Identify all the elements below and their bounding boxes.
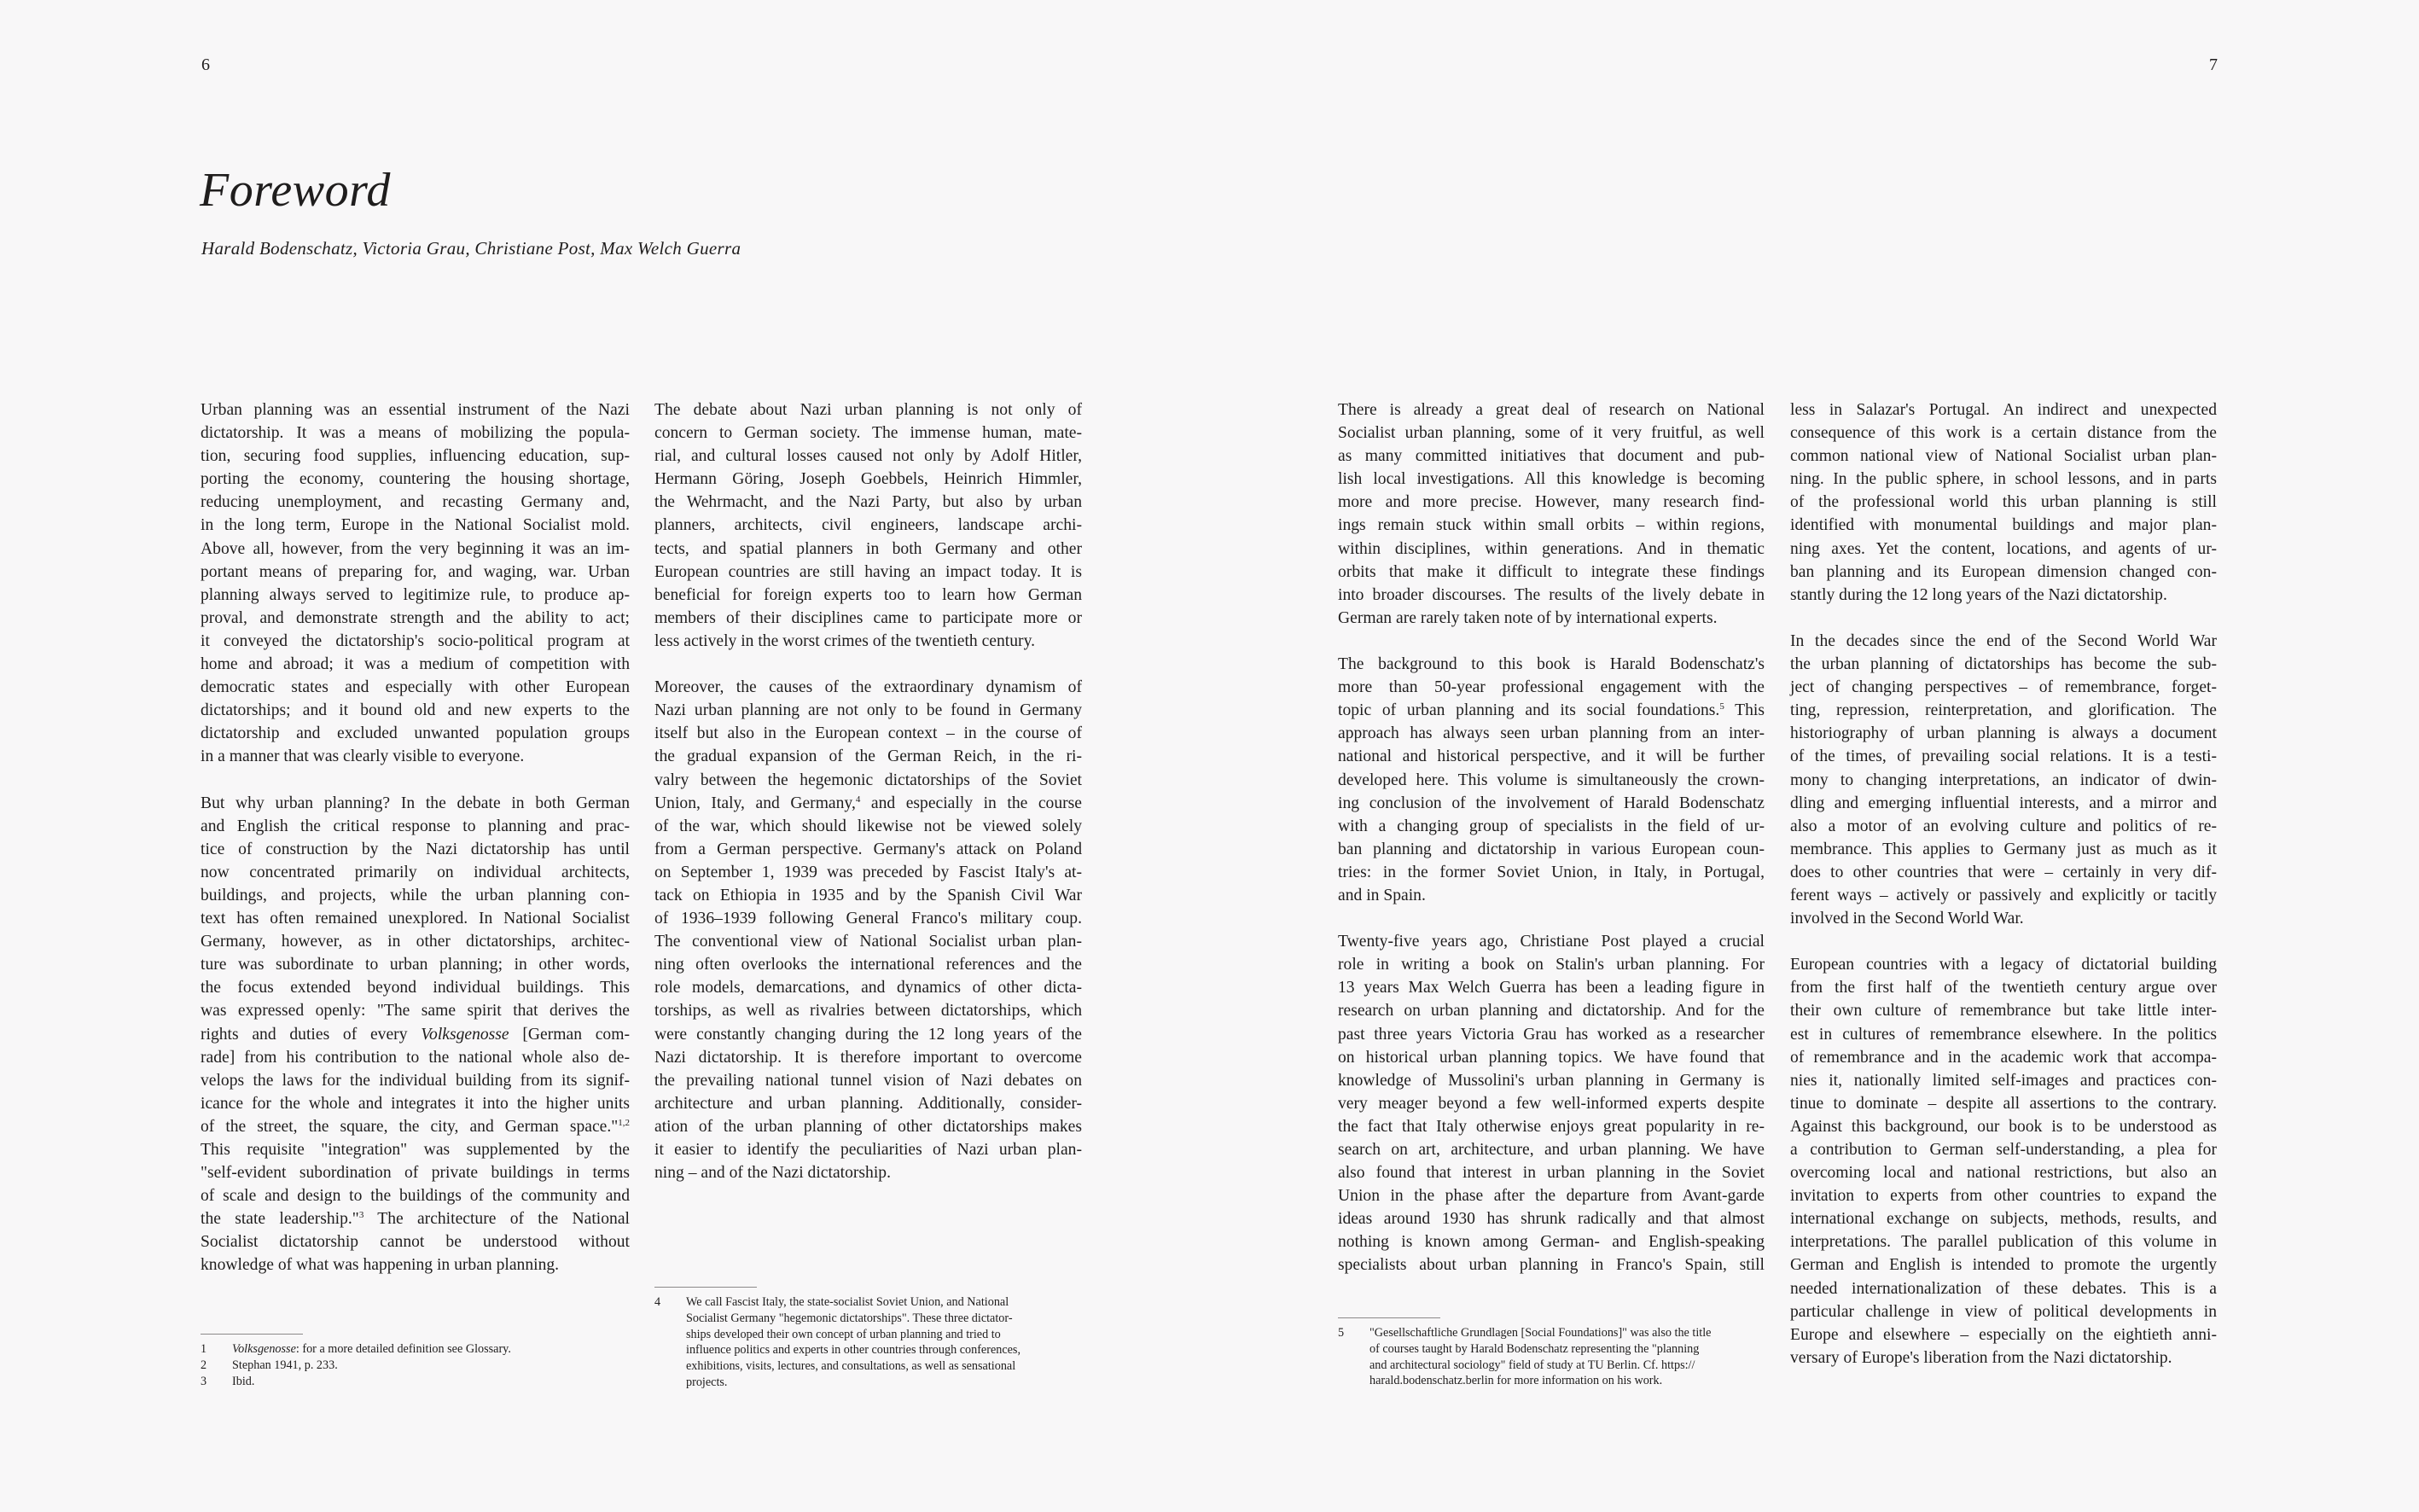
text-line: ban planning and dictatorship in various European coun- xyxy=(1338,840,1765,858)
text-line: text has often remained unexplored. In National Socialist xyxy=(201,910,630,928)
text-line: the urban planning of dictatorships has become the sub- xyxy=(1790,655,2217,674)
text-line: rial, and cultural losses caused not only by Adolf Hitler, xyxy=(654,447,1082,466)
footnote-number: 5 xyxy=(1338,1326,1345,1340)
text-line: into broader discourses. The results of the lively debate in xyxy=(1338,585,1765,604)
text-line: common national view of National Socialist urban plan- xyxy=(1790,447,2217,466)
text-line: the gradual expansion of the German Reich, in the ri- xyxy=(654,747,1082,766)
text-line: of remembrance and in the academic work that accompa- xyxy=(1790,1048,2217,1067)
text-line: dling and emerging influential interests, and a mirror and xyxy=(1790,794,2217,812)
text-line: very meager beyond a few well-informed experts despite xyxy=(1338,1094,1765,1113)
text-line: members of their disciplines came to participate more or xyxy=(654,608,1082,627)
footnote-divider xyxy=(1338,1317,1440,1318)
text-line: mony to changing interpretations, an indicator of dwin- xyxy=(1790,771,2217,789)
text-line: tack on Ethiopia in 1935 and by the Spanish Civil War xyxy=(654,886,1082,904)
text-line: Socialist urban planning, some of it very fruitful, as well xyxy=(1338,424,1765,443)
text-line: it easier to identify the peculiarities of Nazi urban plan- xyxy=(654,1141,1082,1159)
text-line: European countries are still having an impact today. It is xyxy=(654,562,1082,581)
text-line: tinue to dominate – despite all assertions to the contrary. xyxy=(1790,1094,2217,1113)
text-line: was expressed openly: "The same spirit that derives the xyxy=(201,1002,630,1021)
text-line: ting, repression, reinterpretation, and glorification. The xyxy=(1790,701,2217,720)
text-line: the Wehrmacht, and the Nazi Party, but also by urban xyxy=(654,493,1082,512)
italic-term: Volksgenosse xyxy=(421,1025,509,1044)
body-paragraph xyxy=(1338,930,1765,1276)
text-line: The debate about Nazi urban planning is not only of xyxy=(654,401,1082,419)
body-paragraph xyxy=(654,398,1082,653)
text-line: knowledge of Mussolini's urban planning in Germany is xyxy=(1338,1071,1765,1090)
text-line: dictatorships; and it bound old and new experts to the xyxy=(201,701,630,720)
text-line: concern to German society. The immense human, mate- xyxy=(654,424,1082,443)
text-line: This requisite "integration" was supplemented by the xyxy=(201,1141,630,1159)
text-line: beneficial for foreign experts too to learn how German xyxy=(654,585,1082,604)
footnote-reference[interactable]: 4 xyxy=(855,794,861,805)
footnote-reference[interactable]: 1,2 xyxy=(618,1117,630,1128)
text-line: home and abroad; it was a medium of competition with xyxy=(201,655,630,674)
text-line: dictatorship and excluded unwanted population groups xyxy=(201,724,630,743)
footnotes-column-2 xyxy=(654,1287,1082,1391)
footnote xyxy=(201,1358,630,1374)
text-line: now concentrated primarily on individual architects, xyxy=(201,863,630,881)
text-line: specialists about urban planning in Franco's Spain, still xyxy=(1338,1256,1765,1275)
text-line: role models, demarcations, and dynamics of other dicta- xyxy=(654,979,1082,997)
text-line: were constantly changing during the 12 long years of the xyxy=(654,1025,1082,1044)
footnote-number: 1 xyxy=(201,1342,207,1356)
text-line: ideas around 1930 has shrunk radically and that almost xyxy=(1338,1210,1765,1229)
text-line: 13 years Max Welch Guerra has been a leading figure in xyxy=(1338,979,1765,997)
text-line: of the street, the square, the city, and German space."$^{1,2}$ xyxy=(201,1117,630,1136)
text-line: Nazi dictatorship. It is therefore important to overcome xyxy=(654,1048,1082,1067)
text-line: icance for the whole and integrates it into the higher units xyxy=(201,1094,630,1113)
text-line: democratic states and especially with other European xyxy=(201,678,630,697)
text-column-1 xyxy=(201,398,630,1300)
footnote-number: 3 xyxy=(201,1374,207,1388)
text-line: rights and duties of every Volksgenosse [German com- xyxy=(201,1025,630,1044)
body-paragraph xyxy=(1338,653,1765,907)
text-line: But why urban planning? In the debate in both German xyxy=(201,794,630,812)
footnotes-column-3 xyxy=(1338,1317,1765,1389)
text-line: identified with monumental buildings and major plan- xyxy=(1790,516,2217,535)
text-line: German are rarely taken note of by international experts. xyxy=(1338,608,1718,627)
text-line: of the times, of prevailing social relations. It is a testi- xyxy=(1790,747,2217,766)
footnote xyxy=(1338,1325,1765,1389)
text-line: Twenty-five years ago, Christiane Post played a crucial xyxy=(1338,933,1765,951)
footnote xyxy=(201,1341,630,1358)
footnote xyxy=(654,1294,1082,1391)
footnote-number: 4 xyxy=(654,1295,661,1309)
body-paragraph xyxy=(1790,398,2217,607)
text-line: Union in the phase after the departure from Avant-garde xyxy=(1338,1187,1765,1206)
text-line: ning often overlooks the international references and the xyxy=(654,956,1082,974)
text-line: on September 1, 1939 was preceded by Fascist Italy's at- xyxy=(654,863,1082,881)
text-line: and in Spain. xyxy=(1338,886,1426,904)
text-line: search on art, architecture, and urban planning. We have xyxy=(1338,1141,1765,1159)
text-line: and English the critical response to planning and prac- xyxy=(201,817,630,835)
body-paragraph xyxy=(1790,953,2217,1370)
text-line: nies it, nationally limited self-images and practices con- xyxy=(1790,1071,2217,1090)
text-line: Europe and elsewhere – especially on the eightieth anni- xyxy=(1790,1325,2217,1344)
text-line: does to other countries that were – certainly in very dif- xyxy=(1790,863,2217,881)
text-line: ning. In the public sphere, in school lessons, and in parts xyxy=(1790,470,2217,489)
text-line: involved in the Second World War. xyxy=(1790,910,2024,928)
text-line: their own culture of remembrance but take little inter- xyxy=(1790,1002,2217,1021)
footnote xyxy=(201,1374,630,1390)
text-line: role in writing a book on Stalin's urban planning. For xyxy=(1338,956,1765,974)
text-line: in the long term, Europe in the National Socialist mold. xyxy=(201,516,630,535)
text-line: orbits that make it difficult to integrate these findings xyxy=(1338,562,1765,581)
text-line: of the war, which should likewise not be viewed solely xyxy=(654,817,1082,835)
text-line: Socialist dictatorship cannot be understood without xyxy=(201,1233,630,1252)
text-line: membrance. This applies to Germany just as much as it xyxy=(1790,840,2217,858)
text-line: dictatorship. It was a means of mobilizing the popula- xyxy=(201,424,630,443)
body-paragraph xyxy=(654,676,1082,1184)
text-line: historiography of urban planning is always a document xyxy=(1790,724,2217,743)
text-line: tice of construction by the Nazi dictatorship has until xyxy=(201,840,630,858)
footnote-text: Volksgenosse: for a more detailed definition see Glossary. xyxy=(232,1342,511,1356)
footnote-text: Ibid. xyxy=(232,1374,255,1388)
text-line: velops the laws for the individual building from its signif- xyxy=(201,1071,630,1090)
text-line: less actively in the worst crimes of the twentieth century. xyxy=(654,631,1035,650)
body-paragraph xyxy=(1338,398,1765,630)
text-line: reducing unemployment, and recasting Germany and, xyxy=(201,493,630,512)
text-line: ning axes. Yet the content, locations, and agents of ur- xyxy=(1790,539,2217,558)
text-line: more and more precise. However, many research find- xyxy=(1338,493,1765,512)
text-line: interpretations. The parallel publication of this volume in xyxy=(1790,1233,2217,1252)
text-line: from a German perspective. Germany's attack on Poland xyxy=(654,840,1082,858)
text-line: ning – and of the Nazi dictatorship. xyxy=(654,1164,891,1183)
footnote-number: 2 xyxy=(201,1358,207,1372)
text-line: topic of urban planning and its social foundations.$^5$ This xyxy=(1338,701,1765,720)
footnote-text: Stephan 1941, p. 233. xyxy=(232,1358,338,1372)
text-line: of scale and design to the buildings of the community and xyxy=(201,1187,630,1206)
text-line: national and historical perspective, and it will be further xyxy=(1338,747,1765,766)
text-line: it conveyed the dictatorship's socio-political program at xyxy=(201,631,630,650)
text-line: itself but also in the European context – in the course of xyxy=(654,724,1082,743)
text-line: consequence of this work is a certain distance from the xyxy=(1790,424,2217,443)
text-line: proval, and demonstrate strength and the ability to act; xyxy=(201,608,630,627)
text-line: Above all, however, from the very beginning it was an im- xyxy=(201,539,630,558)
footnote-reference[interactable]: 5 xyxy=(1719,701,1724,712)
text-line: est in cultures of remembrance elsewhere. In the politics xyxy=(1790,1025,2217,1044)
text-line: the focus extended beyond individual buildings. This xyxy=(201,979,630,997)
text-line: ings remain stuck within small orbits – within regions, xyxy=(1338,516,1765,535)
text-line: torships, as well as rivalries between dictatorships, which xyxy=(654,1002,1082,1021)
text-line: as many committed initiatives that document and pub- xyxy=(1338,447,1765,466)
page-number-left: 6 xyxy=(201,55,210,74)
footnote-divider xyxy=(654,1287,757,1288)
text-line: Union, Italy, and Germany,$^4$ and especially in the course xyxy=(654,794,1082,812)
text-line: stantly during the 12 long years of the Nazi dictatorship. xyxy=(1790,585,2167,604)
text-line: ation of the urban planning of other dictatorships makes xyxy=(654,1117,1082,1136)
footnotes-column-1 xyxy=(201,1334,630,1389)
body-paragraph xyxy=(1790,630,2217,930)
text-line: In the decades since the end of the Second World War xyxy=(1790,631,2217,650)
text-line: The background to this book is Harald Bodenschatz's xyxy=(1338,655,1765,674)
text-line: tects, and spatial planners in both Germany and other xyxy=(654,539,1082,558)
text-line: approach has always seen urban planning from an inter- xyxy=(1338,724,1765,743)
text-line: also found that interest in urban planning in the Soviet xyxy=(1338,1164,1765,1183)
chapter-authors: Harald Bodenschatz, Victoria Grau, Christiane Post, Max Welch Guerra xyxy=(201,238,741,259)
text-line: more than 50-year professional engagement with the xyxy=(1338,678,1765,697)
italic-term: Volksgenosse xyxy=(232,1342,296,1356)
text-line: knowledge of what was happening in urban planning. xyxy=(201,1256,560,1275)
body-paragraph xyxy=(201,792,630,1277)
text-line: Against this background, our book is to be understood as xyxy=(1790,1117,2217,1136)
footnote-divider xyxy=(201,1334,303,1335)
footnote-text: "Gesellschaftliche Grundlagen [Social Foundations]" was also the title of courses taught by Harald Bodenschatz representing the "planning and architectural sociology" field of study at TU Berlin. Cf. https:// harald.bodenschatz.berlin for more information on his work. xyxy=(1369,1326,1712,1388)
text-line: needed internationalization of these debates. This is a xyxy=(1790,1279,2217,1298)
text-line: ferent ways – actively or passively and explicitly or tacitly xyxy=(1790,886,2217,904)
text-line: German and English is intended to promote the urgently xyxy=(1790,1256,2217,1275)
text-line: invitation to experts from other countries to expand the xyxy=(1790,1187,2217,1206)
text-line: planners, architects, civil engineers, landscape archi- xyxy=(654,516,1082,535)
page-number-right: 7 xyxy=(2209,55,2218,74)
text-line: the state leadership."$^3$ The architecture of the National xyxy=(201,1210,630,1229)
text-line: of the professional world this urban planning is still xyxy=(1790,493,2217,512)
text-line: rade] from his contribution to the national whole also de- xyxy=(201,1048,630,1067)
footnote-text: We call Fascist Italy, the state-socialist Soviet Union, and National Socialist Germany "hegemonic dictatorships". These three dictator- ships developed their own concept of urban planning and tried to influence politics and experts in other countries through conferences, exhibitions, visits, lectures, and consultations, as well as sensational projects. xyxy=(686,1295,1021,1389)
text-line: lish local investigations. All this knowledge is becoming xyxy=(1338,470,1765,489)
text-line: the fact that Italy otherwise enjoys great popularity in re- xyxy=(1338,1117,1765,1136)
text-line: nothing is known among German- and English-speaking xyxy=(1338,1233,1765,1252)
text-line: ject of changing perspectives – of remembrance, forget- xyxy=(1790,678,2217,697)
text-line: in a manner that was clearly visible to everyone. xyxy=(201,747,525,766)
text-line: Hermann Göring, Joseph Goebbels, Heinrich Himmler, xyxy=(654,470,1082,489)
text-line: architecture and urban planning. Additionally, consider- xyxy=(654,1094,1082,1113)
text-line: international exchange on subjects, methods, results, and xyxy=(1790,1210,2217,1229)
text-line: particular challenge in view of political developments in xyxy=(1790,1302,2217,1321)
text-line: planning always served to legitimize rule, to produce ap- xyxy=(201,585,630,604)
text-line: There is already a great deal of research on National xyxy=(1338,401,1765,419)
text-line: within disciplines, within generations. And in thematic xyxy=(1338,539,1765,558)
text-line: tion, securing food supplies, influencing education, sup- xyxy=(201,447,630,466)
text-line: on historical urban planning topics. We have found that xyxy=(1338,1048,1765,1067)
text-line: developed here. This volume is simultaneously the crown- xyxy=(1338,771,1765,789)
text-line: Moreover, the causes of the extraordinary dynamism of xyxy=(654,678,1082,697)
text-line: The conventional view of National Socialist urban plan- xyxy=(654,933,1082,951)
text-line: research on urban planning and dictatorship. And for the xyxy=(1338,1002,1765,1021)
text-line: overcoming local and national restrictions, but also an xyxy=(1790,1164,2217,1183)
body-paragraph xyxy=(201,398,630,769)
text-line: less in Salazar's Portugal. An indirect and unexpected xyxy=(1790,401,2217,419)
text-line: from the first half of the twentieth century argue over xyxy=(1790,979,2217,997)
text-line: buildings, and projects, while the urban planning con- xyxy=(201,886,630,904)
text-line: of 1936–1939 following General Franco's military coup. xyxy=(654,910,1082,928)
text-line: porting the economy, countering the housing shortage, xyxy=(201,470,630,489)
text-line: portant means of preparing for, and waging, war. Urban xyxy=(201,562,630,581)
text-line: also a motor of an evolving culture and politics of re- xyxy=(1790,817,2217,835)
text-line: Nazi urban planning are not only to be found in Germany xyxy=(654,701,1082,720)
text-line: "self-evident subordination of private buildings in terms xyxy=(201,1164,630,1183)
text-line: a contribution to German self-understanding, a plea for xyxy=(1790,1141,2217,1159)
text-line: Germany, however, as in other dictatorships, architec- xyxy=(201,933,630,951)
text-line: tries: in the former Soviet Union, in Italy, in Portugal, xyxy=(1338,863,1765,881)
text-line: versary of Europe's liberation from the Nazi dictatorship. xyxy=(1790,1348,2172,1367)
text-line: with a changing group of specialists in the field of ur- xyxy=(1338,817,1765,835)
text-line: past three years Victoria Grau has worked as a researcher xyxy=(1338,1025,1765,1044)
text-line: Urban planning was an essential instrument of the Nazi xyxy=(201,401,630,419)
chapter-title: Foreword xyxy=(200,164,391,217)
text-line: the prevailing national tunnel vision of Nazi debates on xyxy=(654,1071,1082,1090)
text-column-3 xyxy=(1338,398,1765,1300)
text-line: valry between the hegemonic dictatorships of the Soviet xyxy=(654,771,1082,789)
text-column-2 xyxy=(654,398,1082,1207)
text-line: ing conclusion of the involvement of Harald Bodenschatz xyxy=(1338,794,1765,812)
text-column-4 xyxy=(1790,398,2217,1393)
text-line: European countries with a legacy of dictatorial building xyxy=(1790,956,2217,974)
footnote-reference[interactable]: 3 xyxy=(358,1210,364,1221)
text-line: ture was subordinate to urban planning; in other words, xyxy=(201,956,630,974)
text-line: ban planning and its European dimension changed con- xyxy=(1790,562,2217,581)
